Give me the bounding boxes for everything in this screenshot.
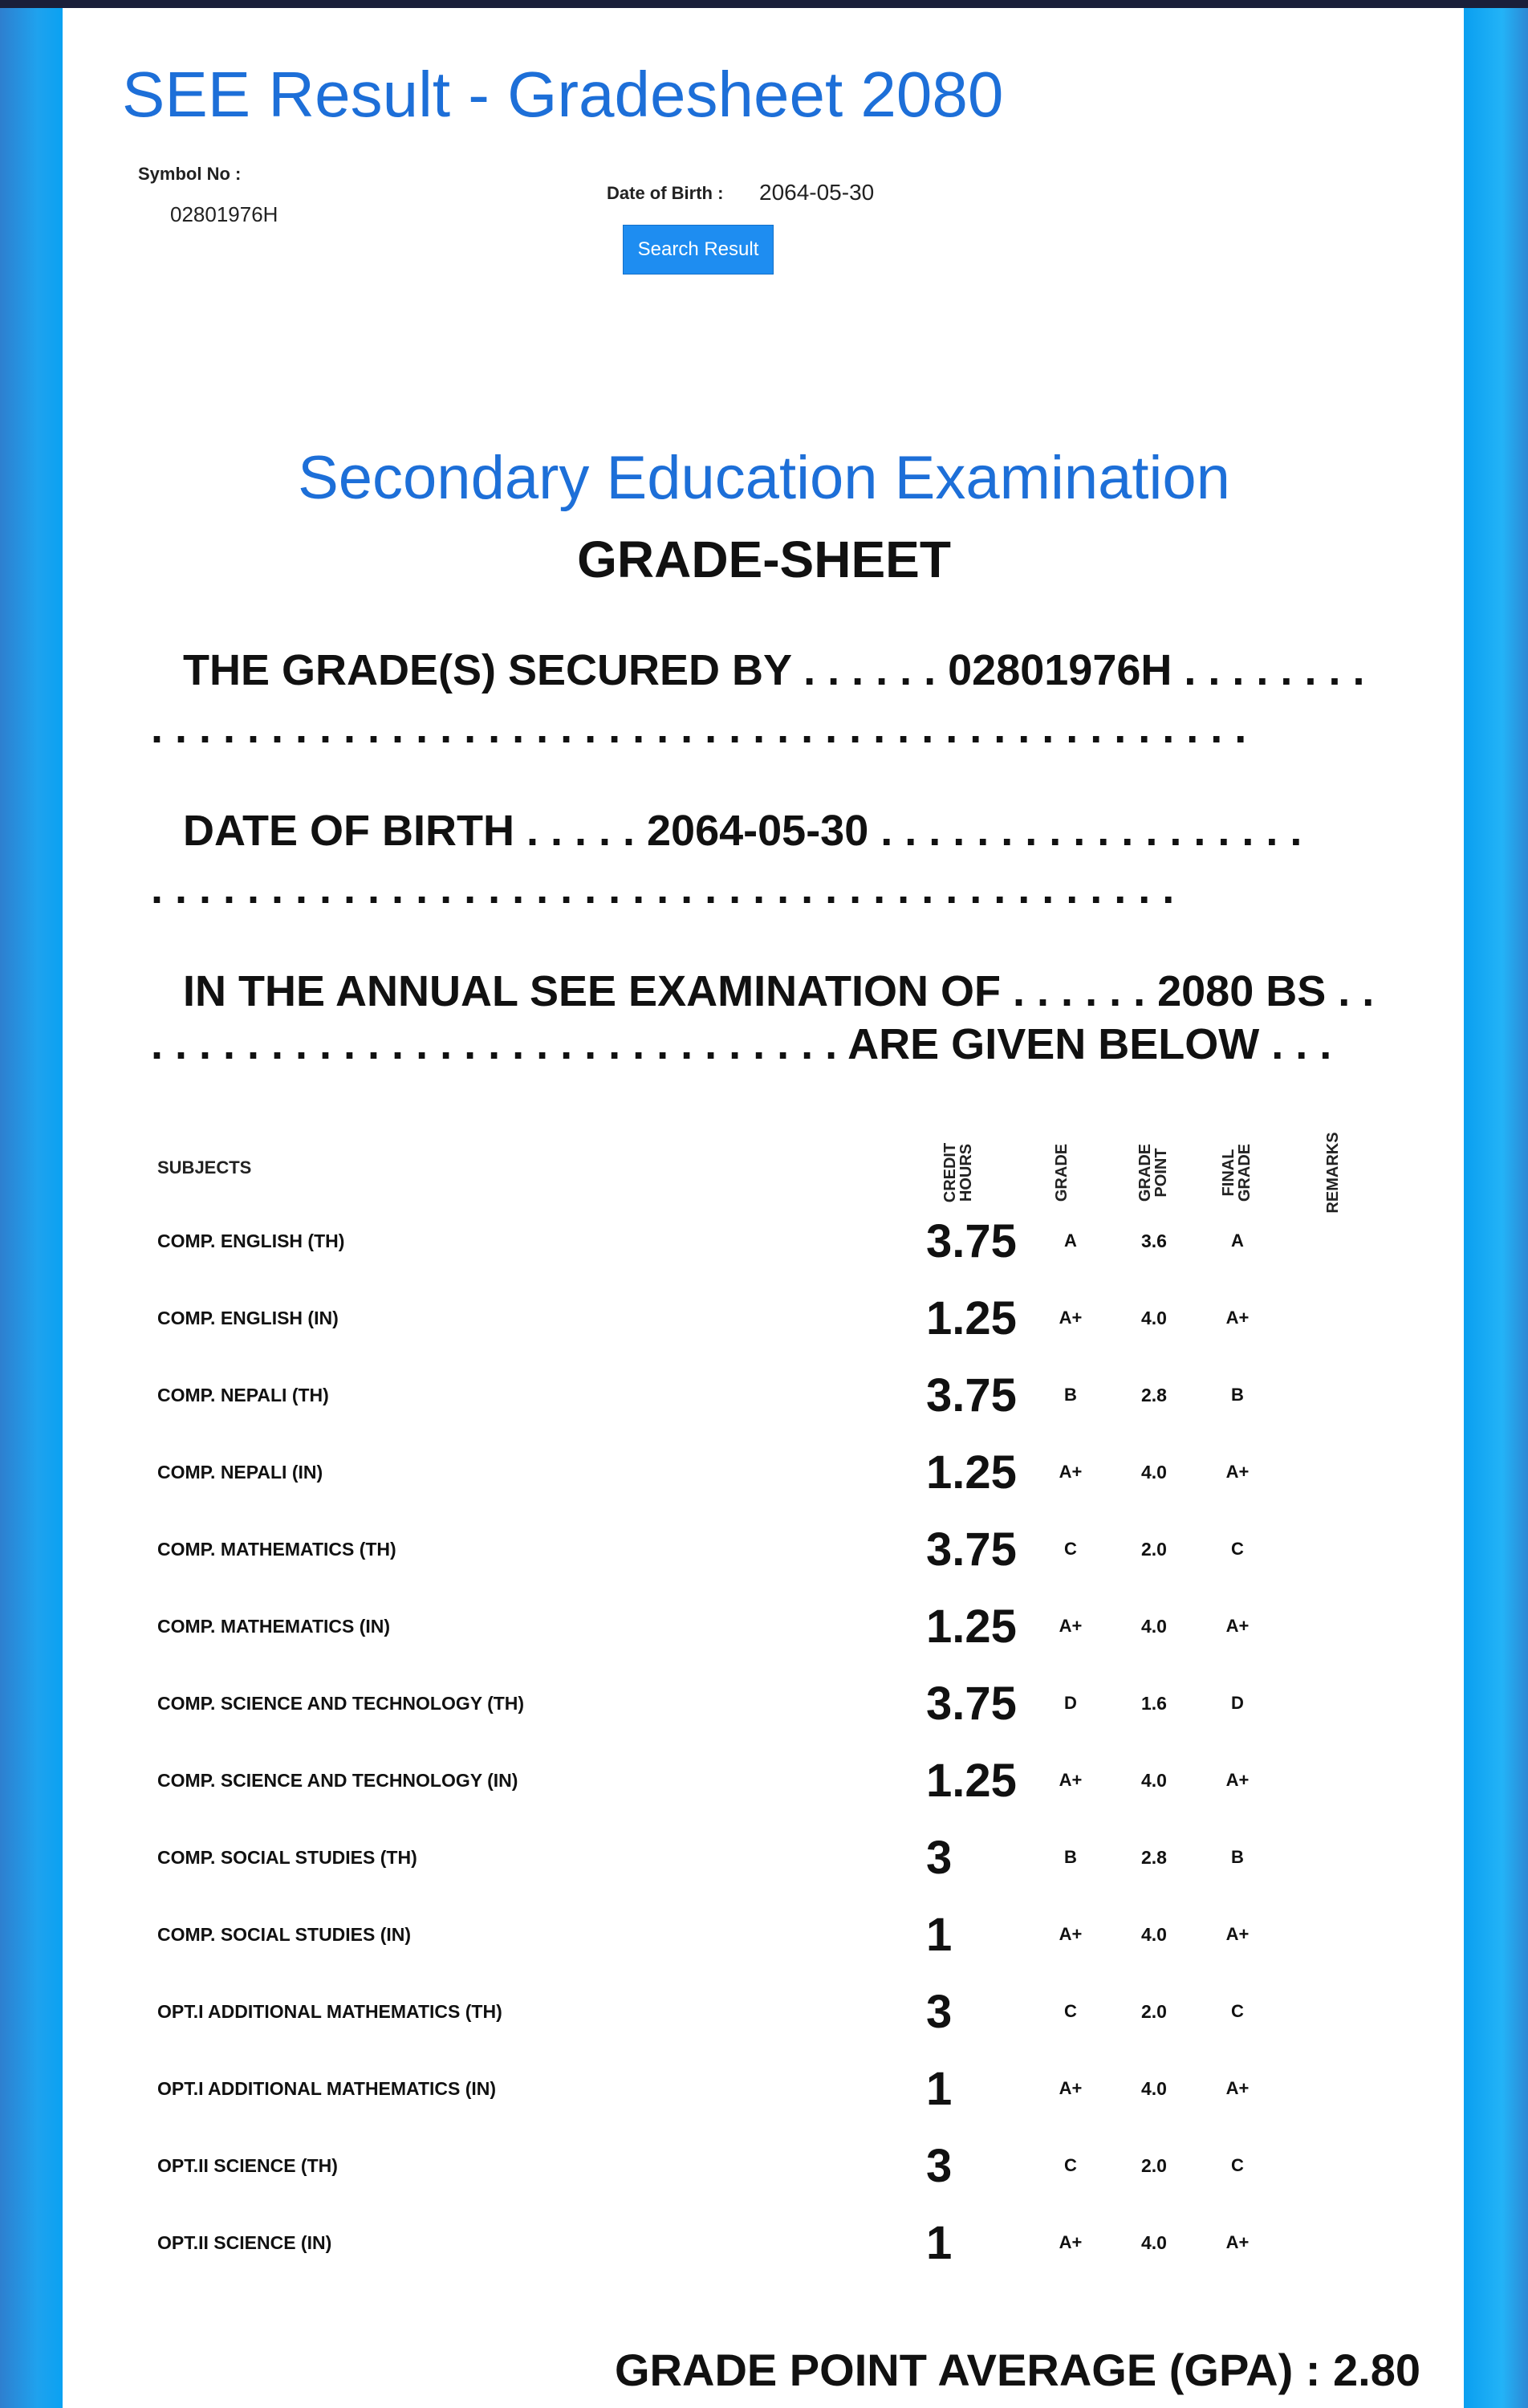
header-credit-hours: CREDIT HOURS xyxy=(941,1142,975,1203)
grade-point: 4.0 xyxy=(1141,1769,1167,1791)
dotted-line: . . . . . . . . . . . . . . . . . . . . . . . . . . . . . . . . . . . . . . . . . . . xyxy=(151,864,1175,913)
grade-point: 4.0 xyxy=(1141,1461,1167,1483)
final-grade: A+ xyxy=(1225,2078,1250,2098)
subject-name: COMP. SOCIAL STUDIES (TH) xyxy=(157,1846,417,1868)
credit-hours: 3.75 xyxy=(926,1369,1017,1422)
final-grade: A+ xyxy=(1225,1616,1250,1636)
grade-point: 4.0 xyxy=(1141,1923,1167,1945)
dob-value: 2064-05-30 xyxy=(759,180,875,205)
final-grade: B xyxy=(1231,1847,1244,1867)
gpa-label: GRADE POINT AVERAGE (GPA) : xyxy=(615,2345,1321,2395)
symbol-value: 02801976H xyxy=(170,202,278,226)
final-grade: C xyxy=(1231,2155,1244,2175)
table-row xyxy=(0,1279,1528,1357)
dob-line: DATE OF BIRTH . . . . . 2064-05-30 . . . . . . . . . . . . . . . . . . xyxy=(183,807,1302,855)
secured-by-label: THE GRADE(S) SECURED BY xyxy=(183,646,792,694)
grade: C xyxy=(1064,1539,1077,1559)
exam-title: Secondary Education Examination xyxy=(298,444,1230,512)
table-row xyxy=(0,1357,1528,1434)
grade: A xyxy=(1064,1230,1077,1251)
subject-name: COMP. NEPALI (TH) xyxy=(157,1384,329,1405)
gpa-line xyxy=(615,2344,1420,2396)
grade-point: 4.0 xyxy=(1141,1615,1167,1637)
subject-name: OPT.I ADDITIONAL MATHEMATICS (TH) xyxy=(157,2000,502,2022)
exam-line-value: 2080 BS xyxy=(1157,967,1327,1015)
grade: D xyxy=(1064,1693,1077,1713)
gpa-value: 2.80 xyxy=(1333,2345,1420,2395)
table-row xyxy=(0,1511,1528,1588)
final-grade: A xyxy=(1231,1230,1244,1251)
dob-line-value: 2064-05-30 xyxy=(647,807,869,855)
dotted-line: . . . . . . . . . . . . . . . . . . . . . . . . . . . . . . . . . . . . . . . . . . . . . . xyxy=(151,704,1247,752)
page-title: SEE Result - Gradesheet 2080 xyxy=(122,59,1004,130)
final-grade: C xyxy=(1231,1539,1244,1559)
given-below-line: . . . . . . . . . . . . . . . . . . . . . . . . . . . . . ARE GIVEN BELOW . . . xyxy=(151,1020,1332,1068)
credit-hours: 1.25 xyxy=(926,1291,1017,1344)
table-row xyxy=(0,1588,1528,1665)
table-row xyxy=(0,2127,1528,2204)
grade: A+ xyxy=(1059,2232,1083,2252)
table-row xyxy=(0,1819,1528,1896)
secured-by-line: THE GRADE(S) SECURED BY . . . . . . 02801976H . . . . . . . . xyxy=(183,646,1365,694)
final-grade: A+ xyxy=(1225,1770,1250,1790)
subject-name: OPT.II SCIENCE (IN) xyxy=(157,2231,332,2253)
final-grade: A+ xyxy=(1225,2232,1250,2252)
subject-name: COMP. SCIENCE AND TECHNOLOGY (TH) xyxy=(157,1692,525,1714)
credit-hours: 1.25 xyxy=(926,1754,1017,1807)
subject-name: OPT.I ADDITIONAL MATHEMATICS (IN) xyxy=(157,2077,497,2099)
table-row xyxy=(0,1896,1528,1973)
subject-name: COMP. MATHEMATICS (IN) xyxy=(157,1615,391,1637)
subject-name: COMP. NEPALI (IN) xyxy=(157,1461,323,1483)
header-grade: GRADE xyxy=(1053,1143,1071,1202)
top-strip xyxy=(0,0,1528,8)
grade-point: 4.0 xyxy=(1141,2077,1167,2099)
table-row xyxy=(0,1202,1528,1279)
subject-name: COMP. SCIENCE AND TECHNOLOGY (IN) xyxy=(157,1769,518,1791)
credit-hours: 1.25 xyxy=(926,1446,1017,1499)
table-row xyxy=(0,1973,1528,2050)
subject-name: COMP. SOCIAL STUDIES (IN) xyxy=(157,1923,412,1945)
dob-line-label: DATE OF BIRTH xyxy=(183,807,514,855)
search-result-button[interactable]: Search Result xyxy=(623,225,774,275)
credit-hours: 3 xyxy=(926,1985,953,2038)
credit-hours: 1 xyxy=(926,2216,953,2269)
credit-hours: 3 xyxy=(926,1831,953,1884)
credit-hours: 3.75 xyxy=(926,1214,1017,1267)
grade: C xyxy=(1064,2155,1077,2175)
gradesheet-title: GRADE-SHEET xyxy=(577,531,951,588)
given-below-text: ARE GIVEN BELOW xyxy=(847,1020,1260,1068)
table-row xyxy=(0,1434,1528,1511)
credit-hours: 1 xyxy=(926,1908,953,1961)
grade: C xyxy=(1064,2001,1077,2021)
grade: A+ xyxy=(1059,1462,1083,1482)
symbol-label: Symbol No : xyxy=(138,164,242,184)
header-final-grade: FINAL GRADE xyxy=(1220,1143,1254,1202)
table-row xyxy=(0,1665,1528,1742)
grade: A+ xyxy=(1059,1924,1083,1944)
grade-point: 1.6 xyxy=(1141,1692,1167,1714)
secured-by-value: 02801976H xyxy=(948,646,1172,694)
grade-point: 2.0 xyxy=(1141,2000,1167,2022)
final-grade: C xyxy=(1231,2001,1244,2021)
header-remarks: REMARKS xyxy=(1324,1132,1342,1214)
credit-hours: 3.75 xyxy=(926,1677,1017,1730)
grade: B xyxy=(1064,1385,1077,1405)
grade-point: 3.6 xyxy=(1141,1230,1167,1251)
credit-hours: 1 xyxy=(926,2062,953,2115)
grade-point: 2.0 xyxy=(1141,2154,1167,2176)
grade: A+ xyxy=(1059,1770,1083,1790)
grade: A+ xyxy=(1059,2078,1083,2098)
grade-point: 2.0 xyxy=(1141,1538,1167,1560)
grade: A+ xyxy=(1059,1616,1083,1636)
final-grade: A+ xyxy=(1225,1308,1250,1328)
grade-point: 4.0 xyxy=(1141,1307,1167,1328)
table-row xyxy=(0,1742,1528,1819)
subject-name: COMP. ENGLISH (TH) xyxy=(157,1230,345,1251)
subject-name: COMP. MATHEMATICS (TH) xyxy=(157,1538,396,1560)
credit-hours: 3 xyxy=(926,2139,953,2192)
final-grade: A+ xyxy=(1225,1924,1250,1944)
final-grade: B xyxy=(1231,1385,1244,1405)
grade-point: 4.0 xyxy=(1141,2231,1167,2253)
grade: A+ xyxy=(1059,1308,1083,1328)
dob-label: Date of Birth : xyxy=(607,183,724,203)
header-subjects: SUBJECTS xyxy=(157,1157,252,1178)
subject-name: COMP. ENGLISH (IN) xyxy=(157,1307,339,1328)
exam-line: IN THE ANNUAL SEE EXAMINATION OF . . . . . . 2080 BS . . xyxy=(183,967,1375,1015)
subject-name: OPT.II SCIENCE (TH) xyxy=(157,2154,338,2176)
header-grade-point: GRADE POINT xyxy=(1136,1143,1170,1202)
table-row xyxy=(0,2204,1528,2281)
final-grade: D xyxy=(1231,1693,1244,1713)
grade: B xyxy=(1064,1847,1077,1867)
final-grade: A+ xyxy=(1225,1462,1250,1482)
grade-point: 2.8 xyxy=(1141,1384,1167,1405)
credit-hours: 3.75 xyxy=(926,1523,1017,1576)
grade-point: 2.8 xyxy=(1141,1846,1167,1868)
table-row xyxy=(0,2050,1528,2127)
credit-hours: 1.25 xyxy=(926,1600,1017,1653)
exam-line-label: IN THE ANNUAL SEE EXAMINATION OF xyxy=(183,967,1002,1015)
